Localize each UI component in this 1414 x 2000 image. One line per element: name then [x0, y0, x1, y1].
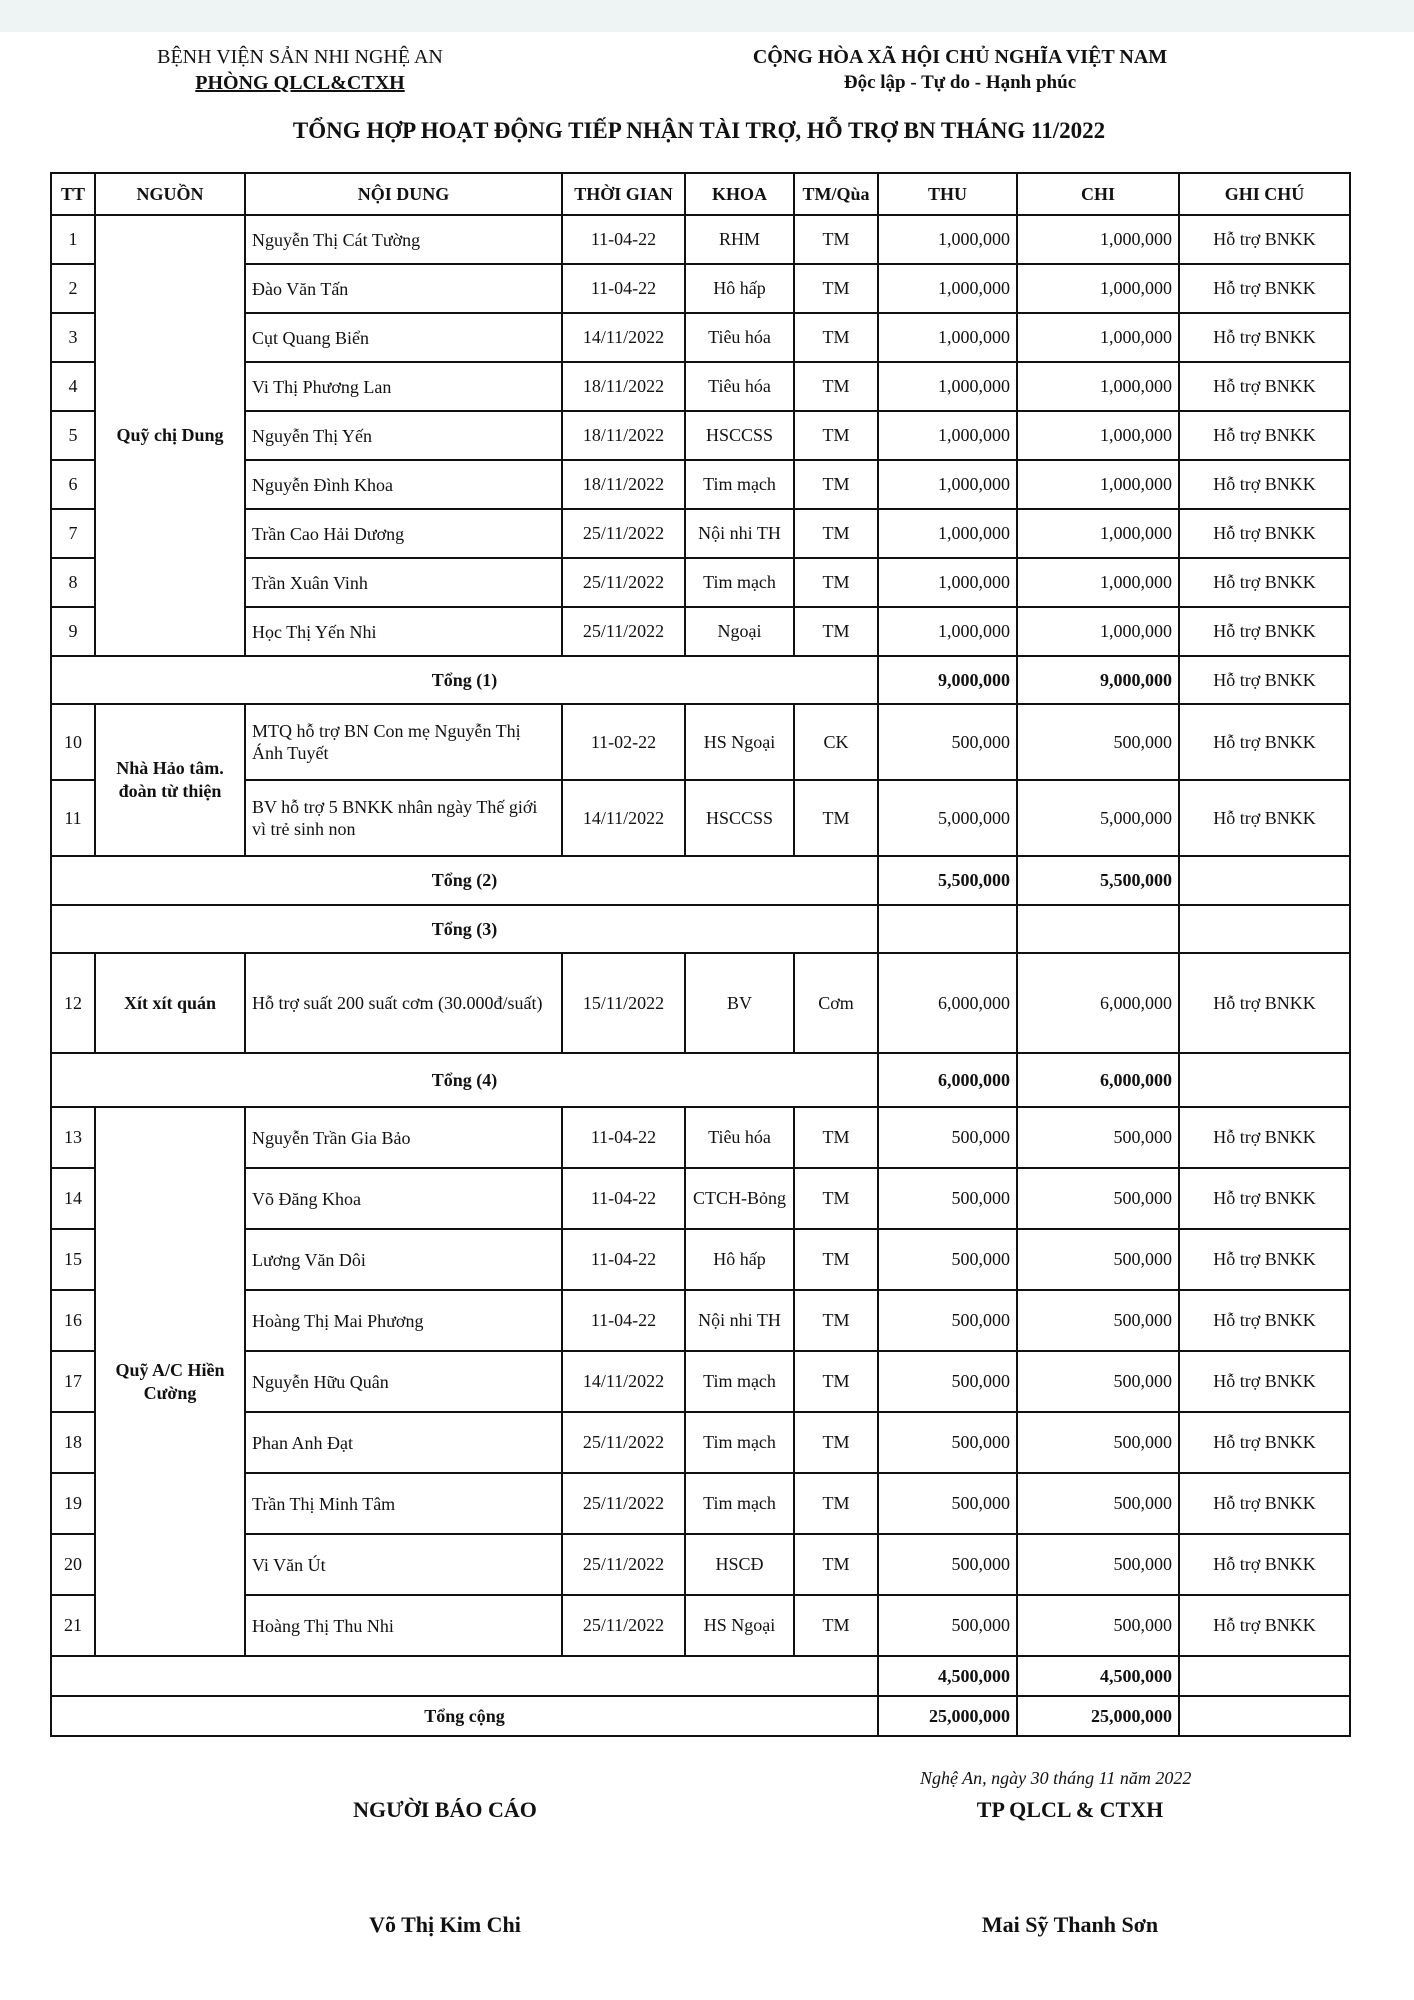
grand-total-row — [51, 1696, 1350, 1736]
department-cell: HS Ngoại — [685, 1595, 794, 1656]
reporter-title: NGƯỜI BÁO CÁO — [353, 1797, 537, 1822]
income-cell: 1,000,000 — [878, 313, 1017, 362]
row-number: 16 — [51, 1290, 95, 1351]
content-cell: Trần Thị Minh Tâm — [245, 1473, 562, 1534]
subtotal-income: 5,500,000 — [878, 856, 1017, 905]
subtotal-expense: 5,500,000 — [1017, 856, 1179, 905]
grand-total-expense: 25,000,000 — [1017, 1696, 1179, 1736]
type-cell: TM — [794, 1351, 878, 1412]
income-cell: 500,000 — [878, 1473, 1017, 1534]
content-cell: Hoàng Thị Thu Nhi — [245, 1595, 562, 1656]
note-cell: Hỗ trợ BNKK — [1179, 264, 1350, 313]
expense-cell: 1,000,000 — [1017, 607, 1179, 656]
column-header-department: KHOA — [685, 173, 794, 215]
row-number: 10 — [51, 704, 95, 780]
income-cell: 1,000,000 — [878, 362, 1017, 411]
note-cell: Hỗ trợ BNKK — [1179, 1290, 1350, 1351]
row-number: 13 — [51, 1107, 95, 1168]
type-cell: TM — [794, 780, 878, 856]
nation-slogan: Độc lập - Tự do - Hạnh phúc — [843, 72, 1077, 93]
content-cell: Nguyễn Đình Khoa — [245, 460, 562, 509]
department-cell: Tim mạch — [685, 558, 794, 607]
source-cell: Quỹ chị Dung — [95, 215, 245, 656]
department-cell: Ngoại — [685, 607, 794, 656]
row-number: 11 — [51, 780, 95, 856]
top-bar — [0, 0, 1414, 32]
table-row — [51, 1168, 1350, 1229]
type-cell: TM — [794, 607, 878, 656]
department-cell: HSCĐ — [685, 1534, 794, 1595]
subtotal-income: 6,000,000 — [878, 1053, 1017, 1107]
note-cell: Hỗ trợ BNKK — [1179, 509, 1350, 558]
department-cell: HSCCSS — [685, 780, 794, 856]
content-cell: Hoàng Thị Mai Phương — [245, 1290, 562, 1351]
income-cell: 1,000,000 — [878, 264, 1017, 313]
table-row — [51, 313, 1350, 362]
table-row — [51, 558, 1350, 607]
subtotal-row — [51, 1656, 1350, 1696]
row-number: 4 — [51, 362, 95, 411]
note-cell: Hỗ trợ BNKK — [1179, 558, 1350, 607]
note-cell: Hỗ trợ BNKK — [1179, 1107, 1350, 1168]
content-cell: Hỗ trợ suất 200 suất cơm (30.000đ/suất) — [245, 953, 562, 1053]
expense-cell: 1,000,000 — [1017, 411, 1179, 460]
income-cell: 1,000,000 — [878, 509, 1017, 558]
expense-cell: 1,000,000 — [1017, 264, 1179, 313]
expense-cell: 1,000,000 — [1017, 215, 1179, 264]
date-cell: 25/11/2022 — [562, 607, 685, 656]
nation-name: CỘNG HÒA XÃ HỘI CHỦ NGHĨA VIỆT NAM — [752, 46, 1168, 68]
content-cell: Nguyễn Thị Cát Tường — [245, 215, 562, 264]
department-cell: BV — [685, 953, 794, 1053]
type-cell: CK — [794, 704, 878, 780]
content-cell: Võ Đăng Khoa — [245, 1168, 562, 1229]
organization-header — [120, 44, 480, 96]
expense-cell: 500,000 — [1017, 1229, 1179, 1290]
note-cell: Hỗ trợ BNKK — [1179, 1168, 1350, 1229]
column-header-tt: TT — [51, 173, 95, 215]
column-header-date: THỜI GIAN — [562, 173, 685, 215]
reporter-name: Võ Thị Kim Chi — [369, 1912, 521, 1937]
content-cell: Đào Văn Tấn — [245, 264, 562, 313]
signature-date: Nghệ An, ngày 30 tháng 11 năm 2022 — [920, 1768, 1192, 1788]
expense-cell: 500,000 — [1017, 1107, 1179, 1168]
note-cell: Hỗ trợ BNKK — [1179, 313, 1350, 362]
column-header-content: NỘI DUNG — [245, 173, 562, 215]
content-cell: Phan Anh Đạt — [245, 1412, 562, 1473]
type-cell: TM — [794, 1534, 878, 1595]
row-number: 1 — [51, 215, 95, 264]
table-row — [51, 264, 1350, 313]
income-cell: 500,000 — [878, 1168, 1017, 1229]
department-cell: Tim mạch — [685, 460, 794, 509]
income-cell: 500,000 — [878, 704, 1017, 780]
department-cell: Tiêu hóa — [685, 362, 794, 411]
row-number: 19 — [51, 1473, 95, 1534]
note-cell: Hỗ trợ BNKK — [1179, 1534, 1350, 1595]
table-row — [51, 1534, 1350, 1595]
expense-cell: 1,000,000 — [1017, 313, 1179, 362]
subtotal-note — [1179, 905, 1350, 953]
column-header-type: TM/Qùa — [794, 173, 878, 215]
type-cell: TM — [794, 1107, 878, 1168]
subtotal-label: Tổng (2) — [51, 856, 878, 905]
table-row — [51, 953, 1350, 1053]
table-row — [51, 780, 1350, 856]
income-cell: 500,000 — [878, 1534, 1017, 1595]
subtotal-label: Tổng (1) — [51, 656, 878, 704]
expense-cell: 500,000 — [1017, 1290, 1179, 1351]
subtotal-note — [1179, 1656, 1350, 1696]
department-cell: HSCCSS — [685, 411, 794, 460]
table-row — [51, 1412, 1350, 1473]
type-cell: TM — [794, 1290, 878, 1351]
note-cell: Hỗ trợ BNKK — [1179, 607, 1350, 656]
table-row — [51, 1229, 1350, 1290]
subtotal-row — [51, 856, 1350, 905]
row-number: 5 — [51, 411, 95, 460]
content-cell: Nguyễn Trần Gia Bảo — [245, 1107, 562, 1168]
expense-cell: 500,000 — [1017, 1351, 1179, 1412]
subtotal-row — [51, 1053, 1350, 1107]
income-cell: 500,000 — [878, 1229, 1017, 1290]
income-cell: 1,000,000 — [878, 558, 1017, 607]
content-cell: Nguyễn Hữu Quân — [245, 1351, 562, 1412]
department-cell: CTCH-Bỏng — [685, 1168, 794, 1229]
note-cell: Hỗ trợ BNKK — [1179, 1473, 1350, 1534]
table-row — [51, 1473, 1350, 1534]
note-cell: Hỗ trợ BNKK — [1179, 411, 1350, 460]
table-row — [51, 704, 1350, 780]
department-cell: Tim mạch — [685, 1412, 794, 1473]
table-row — [51, 1595, 1350, 1656]
department-cell: Tiêu hóa — [685, 1107, 794, 1168]
expense-cell: 6,000,000 — [1017, 953, 1179, 1053]
type-cell: TM — [794, 1595, 878, 1656]
expense-cell: 1,000,000 — [1017, 558, 1179, 607]
row-number: 17 — [51, 1351, 95, 1412]
department-cell: Hô hấp — [685, 1229, 794, 1290]
income-cell: 500,000 — [878, 1412, 1017, 1473]
table-row — [51, 1290, 1350, 1351]
income-cell: 500,000 — [878, 1107, 1017, 1168]
type-cell: TM — [794, 460, 878, 509]
type-cell: TM — [794, 1473, 878, 1534]
subtotal-expense: 9,000,000 — [1017, 656, 1179, 704]
income-cell: 500,000 — [878, 1595, 1017, 1656]
column-header-source: NGUỒN — [95, 173, 245, 215]
content-cell: MTQ hỗ trợ BN Con mẹ Nguyễn Thị Ánh Tuyết — [245, 704, 562, 780]
content-cell: Học Thị Yến Nhi — [245, 607, 562, 656]
table-row — [51, 1107, 1350, 1168]
column-header-income: THU — [878, 173, 1017, 215]
approver-name: Mai Sỹ Thanh Sơn — [981, 1912, 1159, 1937]
date-cell: 11-02-22 — [562, 704, 685, 780]
approver-title: TP QLCL & CTXH — [976, 1797, 1164, 1822]
content-cell: Cụt Quang Biển — [245, 313, 562, 362]
expense-cell: 1,000,000 — [1017, 362, 1179, 411]
income-cell: 500,000 — [878, 1351, 1017, 1412]
type-cell: TM — [794, 362, 878, 411]
expense-cell: 500,000 — [1017, 1595, 1179, 1656]
expense-cell: 500,000 — [1017, 704, 1179, 780]
table-header-row — [51, 173, 1350, 215]
source-cell: Xít xít quán — [95, 953, 245, 1053]
income-cell: 1,000,000 — [878, 411, 1017, 460]
row-number: 3 — [51, 313, 95, 362]
row-number: 12 — [51, 953, 95, 1053]
org-name: BỆNH VIỆN SẢN NHI NGHỆ AN — [157, 46, 443, 68]
date-cell: 18/11/2022 — [562, 411, 685, 460]
table-row — [51, 215, 1350, 264]
expense-cell: 1,000,000 — [1017, 460, 1179, 509]
expense-cell: 500,000 — [1017, 1473, 1179, 1534]
subtotal-income — [878, 905, 1017, 953]
subtotal-note — [1179, 856, 1350, 905]
type-cell: TM — [794, 1229, 878, 1290]
grand-total-label: Tổng cộng — [51, 1696, 878, 1736]
department-cell: Nội nhi TH — [685, 1290, 794, 1351]
expense-cell: 500,000 — [1017, 1168, 1179, 1229]
type-cell: TM — [794, 313, 878, 362]
expense-cell: 5,000,000 — [1017, 780, 1179, 856]
row-number: 9 — [51, 607, 95, 656]
note-cell: Hỗ trợ BNKK — [1179, 1595, 1350, 1656]
date-cell: 14/11/2022 — [562, 780, 685, 856]
note-cell: Hỗ trợ BNKK — [1179, 1229, 1350, 1290]
date-cell: 11-04-22 — [562, 1229, 685, 1290]
income-cell: 6,000,000 — [878, 953, 1017, 1053]
date-cell: 25/11/2022 — [562, 509, 685, 558]
content-cell: Nguyễn Thị Yến — [245, 411, 562, 460]
subtotal-label: Tổng (4) — [51, 1053, 878, 1107]
table-row — [51, 509, 1350, 558]
income-cell: 500,000 — [878, 1290, 1017, 1351]
row-number: 7 — [51, 509, 95, 558]
grand-total-income: 25,000,000 — [878, 1696, 1017, 1736]
subtotal-income: 9,000,000 — [878, 656, 1017, 704]
subtotal-row — [51, 905, 1350, 953]
note-cell: Hỗ trợ BNKK — [1179, 460, 1350, 509]
content-cell: Lương Văn Dôi — [245, 1229, 562, 1290]
table-row — [51, 460, 1350, 509]
date-cell: 18/11/2022 — [562, 362, 685, 411]
row-number: 14 — [51, 1168, 95, 1229]
type-cell: TM — [794, 509, 878, 558]
date-cell: 18/11/2022 — [562, 460, 685, 509]
row-number: 21 — [51, 1595, 95, 1656]
subtotal-label: Tổng (3) — [51, 905, 878, 953]
type-cell: TM — [794, 558, 878, 607]
type-cell: Cơm — [794, 953, 878, 1053]
income-cell: 1,000,000 — [878, 607, 1017, 656]
subtotal-expense: 4,500,000 — [1017, 1656, 1179, 1696]
type-cell: TM — [794, 215, 878, 264]
column-header-expense: CHI — [1017, 173, 1179, 215]
date-cell: 11-04-22 — [562, 1107, 685, 1168]
date-cell: 15/11/2022 — [562, 953, 685, 1053]
date-cell: 25/11/2022 — [562, 1534, 685, 1595]
source-cell: Nhà Hảo tâm. đoàn từ thiện — [95, 704, 245, 856]
national-header — [700, 44, 1220, 96]
expense-cell: 500,000 — [1017, 1534, 1179, 1595]
note-cell: Hỗ trợ BNKK — [1179, 780, 1350, 856]
date-cell: 11-04-22 — [562, 1290, 685, 1351]
department-cell: Tiêu hóa — [685, 313, 794, 362]
type-cell: TM — [794, 264, 878, 313]
table-row — [51, 1351, 1350, 1412]
department-cell: Tim mạch — [685, 1351, 794, 1412]
row-number: 6 — [51, 460, 95, 509]
subtotal-expense — [1017, 905, 1179, 953]
date-cell: 25/11/2022 — [562, 1412, 685, 1473]
income-cell: 5,000,000 — [878, 780, 1017, 856]
content-cell: BV hỗ trợ 5 BNKK nhân ngày Thế giới vì trẻ sinh non — [245, 780, 562, 856]
type-cell: TM — [794, 1412, 878, 1473]
subtotal-expense: 6,000,000 — [1017, 1053, 1179, 1107]
grand-total-note — [1179, 1696, 1350, 1736]
department-cell: RHM — [685, 215, 794, 264]
row-number: 18 — [51, 1412, 95, 1473]
row-number: 2 — [51, 264, 95, 313]
table-row — [51, 411, 1350, 460]
department-cell: Nội nhi TH — [685, 509, 794, 558]
content-cell: Vi Văn Út — [245, 1534, 562, 1595]
report-title: TỔNG HỢP HOẠT ĐỘNG TIẾP NHẬN TÀI TRỢ, HỖ TRỢ BN THÁNG 11/2022 — [292, 118, 1106, 143]
expense-cell: 1,000,000 — [1017, 509, 1179, 558]
subtotal-row — [51, 656, 1350, 704]
income-cell: 1,000,000 — [878, 460, 1017, 509]
subtotal-income: 4,500,000 — [878, 1656, 1017, 1696]
date-cell: 11-04-22 — [562, 215, 685, 264]
date-cell: 11-04-22 — [562, 264, 685, 313]
date-cell: 25/11/2022 — [562, 558, 685, 607]
department-cell: Tim mạch — [685, 1473, 794, 1534]
content-cell: Vi Thị Phương Lan — [245, 362, 562, 411]
source-cell: Quỹ A/C Hiền Cường — [95, 1107, 245, 1656]
date-cell: 14/11/2022 — [562, 1351, 685, 1412]
note-cell: Hỗ trợ BNKK — [1179, 704, 1350, 780]
note-cell: Hỗ trợ BNKK — [1179, 215, 1350, 264]
department-cell: HS Ngoại — [685, 704, 794, 780]
table-row — [51, 362, 1350, 411]
subtotal-label — [51, 1656, 878, 1696]
type-cell: TM — [794, 411, 878, 460]
subtotal-note: Hỗ trợ BNKK — [1179, 656, 1350, 704]
note-cell: Hỗ trợ BNKK — [1179, 953, 1350, 1053]
date-cell: 11-04-22 — [562, 1168, 685, 1229]
subtotal-note — [1179, 1053, 1350, 1107]
type-cell: TM — [794, 1168, 878, 1229]
content-cell: Trần Xuân Vinh — [245, 558, 562, 607]
content-cell: Trần Cao Hải Dương — [245, 509, 562, 558]
department-cell: Hô hấp — [685, 264, 794, 313]
row-number: 20 — [51, 1534, 95, 1595]
row-number: 8 — [51, 558, 95, 607]
column-header-note: GHI CHÚ — [1179, 173, 1350, 215]
expense-cell: 500,000 — [1017, 1412, 1179, 1473]
date-cell: 25/11/2022 — [562, 1473, 685, 1534]
income-cell: 1,000,000 — [878, 215, 1017, 264]
note-cell: Hỗ trợ BNKK — [1179, 1351, 1350, 1412]
note-cell: Hỗ trợ BNKK — [1179, 1412, 1350, 1473]
donation-table — [50, 172, 1351, 1737]
row-number: 15 — [51, 1229, 95, 1290]
date-cell: 14/11/2022 — [562, 313, 685, 362]
date-cell: 25/11/2022 — [562, 1595, 685, 1656]
note-cell: Hỗ trợ BNKK — [1179, 362, 1350, 411]
department-name: PHÒNG QLCL&CTXH — [195, 72, 405, 94]
table-row — [51, 607, 1350, 656]
